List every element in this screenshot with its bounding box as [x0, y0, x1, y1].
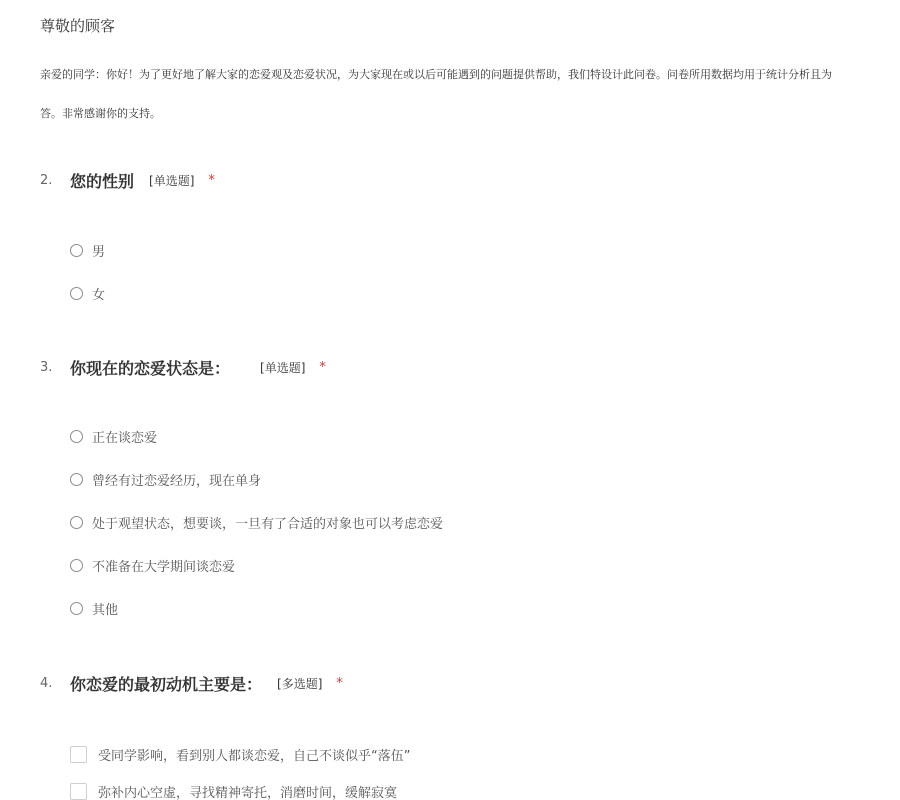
option-label: 男	[92, 244, 106, 260]
option-label: 受同学影响，看到别人都谈恋爱，自己不谈似乎“落伍”	[98, 748, 411, 764]
option-list	[70, 240, 105, 303]
question-header	[40, 355, 900, 379]
question-title: 您的性别	[70, 171, 135, 191]
radio-button[interactable]	[70, 516, 83, 529]
required-marker: *	[336, 675, 343, 691]
option-label: 正在谈恋爱	[92, 430, 158, 446]
radio-button[interactable]	[70, 430, 83, 443]
checkbox-option[interactable]	[70, 781, 410, 800]
option-label: 处于观望状态，想要谈，一旦有了合适的对象也可以考虑恋爱	[92, 516, 444, 532]
radio-option[interactable]	[70, 555, 443, 575]
radio-button[interactable]	[70, 244, 83, 257]
question-gender	[40, 168, 900, 303]
question-number: 3.	[40, 359, 53, 375]
option-label: 弥补内心空虚，寻找精神寄托，消磨时间，缓解寂寞	[98, 785, 398, 800]
question-relationship-status	[40, 355, 900, 618]
radio-option[interactable]	[70, 598, 443, 618]
radio-button[interactable]	[70, 559, 83, 572]
radio-button[interactable]	[70, 473, 83, 486]
question-type-tag: [单选题]	[149, 173, 195, 188]
question-header	[40, 168, 900, 192]
radio-option[interactable]	[70, 512, 443, 532]
checkbox[interactable]	[70, 783, 87, 800]
question-type-tag: [单选题]	[260, 360, 306, 375]
intro-paragraph	[40, 55, 900, 133]
checkbox[interactable]	[70, 746, 87, 763]
required-marker: *	[319, 359, 326, 375]
intro-line: 答。非常感谢你的支持。	[40, 107, 161, 120]
question-title: 你恋爱的最初动机主要是：	[70, 674, 263, 694]
option-label: 不准备在大学期间谈恋爱	[92, 559, 236, 575]
checkbox-option[interactable]	[70, 744, 410, 764]
question-header	[40, 671, 900, 695]
option-label: 其他	[92, 602, 119, 618]
option-label: 曾经有过恋爱经历，现在单身	[92, 473, 262, 489]
radio-button[interactable]	[70, 602, 83, 615]
option-label: 女	[92, 287, 106, 303]
required-marker: *	[208, 172, 215, 188]
question-type-tag: [多选题]	[277, 676, 323, 691]
question-title: 你现在的恋爱状态是：	[70, 358, 231, 378]
question-motivation	[40, 671, 900, 800]
radio-option[interactable]	[70, 240, 105, 260]
option-list	[70, 744, 410, 800]
radio-option[interactable]	[70, 426, 443, 446]
intro-line: 亲爱的同学：你好！为了更好地了解大家的恋爱观及恋爱状况，为大家现在或以后可能遇到的问题提供帮助，我们特设计此问卷。问卷所用数据均用于统计分析且为	[40, 68, 832, 81]
radio-button[interactable]	[70, 287, 83, 300]
question-number: 2.	[40, 172, 53, 188]
greeting-heading: 尊敬的顾客	[40, 17, 116, 35]
radio-option[interactable]	[70, 283, 105, 303]
option-list	[70, 426, 443, 618]
radio-option[interactable]	[70, 469, 443, 489]
question-number: 4.	[40, 675, 53, 691]
